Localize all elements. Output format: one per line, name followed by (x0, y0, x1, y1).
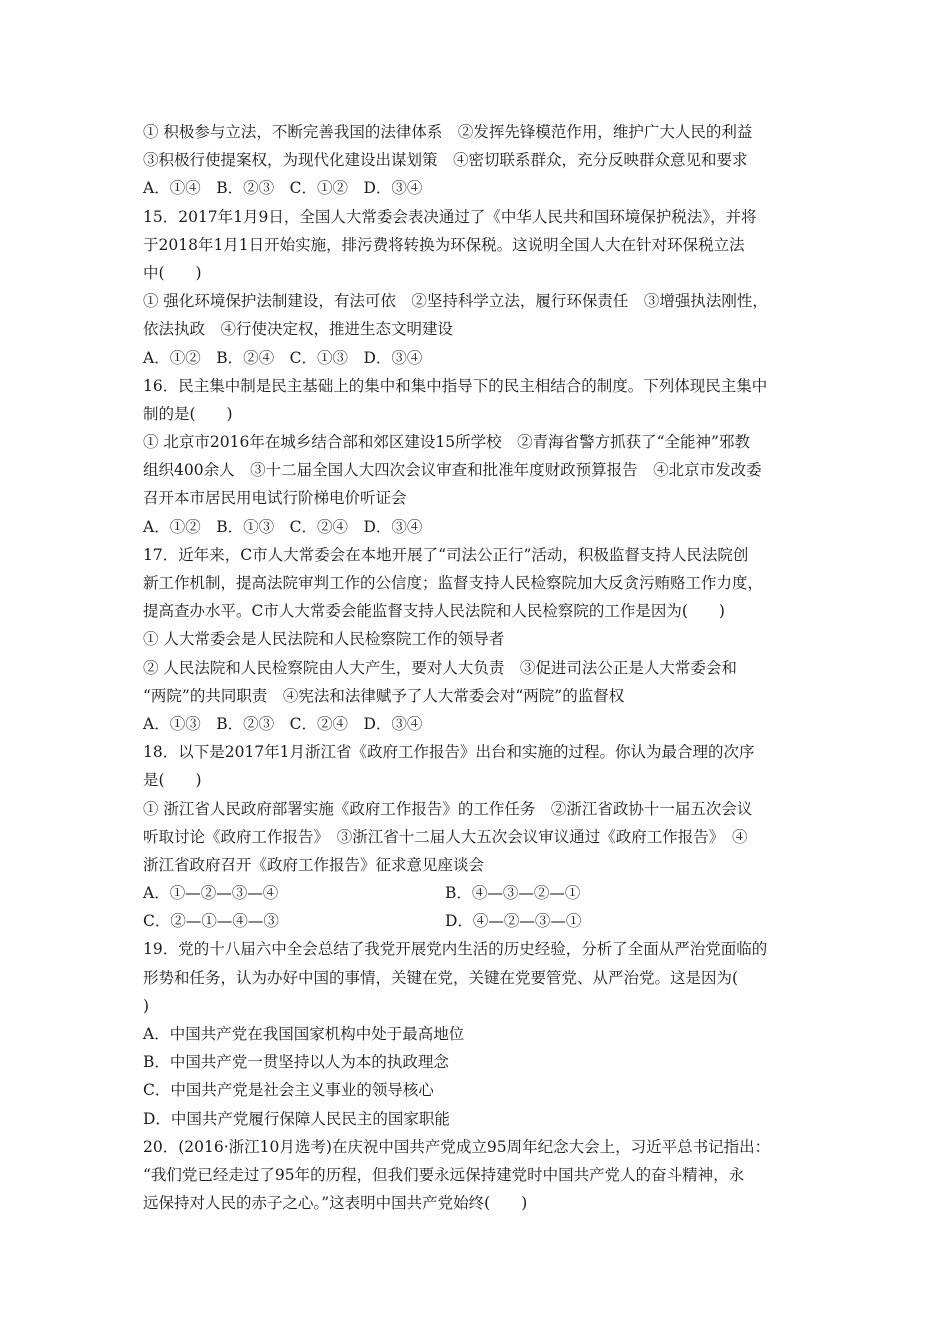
statement-line: 依法执政 ④行使决定权，推进生态文明建设 (143, 320, 454, 339)
question-20 (143, 1133, 823, 1218)
option-d: D．中国共产党履行保障人民民主的国家职能 (143, 1109, 450, 1128)
question-stem: 中( ) (143, 263, 202, 282)
question-stem: 15．2017年1月9日，全国人大常委会表决通过了《中华人民共和国环境保护税法》，并将 (143, 207, 757, 226)
statement-line: ① 积极参与立法，不断完善我国的法律体系 ②发挥先锋模范作用，维护广大人民的利益 (143, 123, 753, 141)
statement-line: 浙江省政府召开《政府工作报告》征求意见座谈会 (143, 855, 485, 874)
answer-options: A．①② B．①③ C．②④ D．③④ (143, 517, 423, 536)
answer-options: A．①③ B．②③ C．②④ D．③④ (143, 714, 423, 733)
question-18 (143, 738, 823, 935)
question-stem: 17．近年来，C市人大常委会在本地开展了“司法公正行”活动，积极监督支持人民法院创 (143, 545, 749, 564)
question-17 (143, 541, 823, 738)
question-stem: 提高查办水平。C市人大常委会能监督支持人民法院和人民检察院的工作是因为( ) (143, 602, 725, 621)
question-stem: 16．民主集中制是民主基础上的集中和集中指导下的民主相结合的制度。下列体现民主集中 (143, 376, 768, 395)
statement-line: ③积极行使提案权，为现代化建设出谋划策 ④密切联系群众，充分反映群众意见和要求 (143, 151, 748, 170)
statement-line: 听取讨论《政府工作报告》 ③浙江省十二届人大五次会议审议通过《政府工作报告》 ④ (143, 827, 748, 846)
statement-line: ① 北京市2016年在城乡结合部和郊区建设15所学校 ②青海省警方抓获了“全能神”邪教 (143, 433, 750, 452)
option-c: C．中国共产党是社会主义事业的领导核心 (143, 1081, 434, 1100)
question-stem: 是( ) (143, 771, 202, 790)
option-d: D．④—②—③—① (445, 912, 582, 931)
document-page (143, 118, 823, 1217)
question-14-continued (143, 118, 823, 203)
question-stem: ) (143, 996, 150, 1015)
answer-options-row (143, 879, 823, 907)
statement-line: ① 人大常委会是人民法院和人民检察院工作的领导者 (143, 630, 505, 649)
question-stem: 新工作机制，提高法院审判工作的公信度；监督支持人民检察院加大反贪污贿赂工作力度， (143, 574, 764, 592)
question-stem: 远保持对人民的赤子之心。”这表明中国共产党始终( ) (143, 1194, 528, 1213)
question-stem: 形势和任务，认为办好中国的事情，关键在党，关键在党要管党、从严治党。这是因为( (143, 968, 739, 987)
question-stem: “我们党已经走过了95年的历程，但我们要永远保持建党时中国共产党人的奋斗精神，永 (143, 1165, 745, 1184)
answer-options: A．①② B．②④ C．①③ D．③④ (143, 348, 423, 367)
answer-options: A．①④ B．②③ C．①② D．③④ (143, 179, 423, 198)
question-stem: 18．以下是2017年1月浙江省《政府工作报告》出台和实施的过程。你认为最合理的次序 (143, 743, 755, 762)
option-a: A．中国共产党在我国国家机构中处于最高地位 (143, 1025, 465, 1043)
answer-options-row (143, 907, 823, 935)
question-stem: 19．党的十八届六中全会总结了我党开展党内生活的历史经验，分析了全面从严治党面临的 (143, 940, 768, 959)
statement-line: ② 人民法院和人民检察院由人大产生，要对人大负责 ③促进司法公正是人大常委会和 (143, 658, 737, 677)
option-b: B．④—③—②—① (445, 884, 581, 903)
option-c: C．②—①—④—③ (143, 912, 279, 931)
question-15 (143, 203, 823, 372)
statement-line: 组织400余人 ③十二届全国人大四次会议审查和批准年度财政预算报告 ④北京市发改委 (143, 461, 762, 480)
question-stem: 制的是( ) (143, 404, 233, 423)
statement-line: 召开本市居民用电试行阶梯电价听证会 (143, 489, 407, 508)
question-stem: 20．(2016·浙江10月选考)在庆祝中国共产党成立95周年纪念大会上，习近平总书记指出： (143, 1137, 771, 1156)
statement-line: “两院”的共同职责 ④宪法和法律赋予了人大常委会对“两院”的监督权 (143, 686, 625, 705)
statement-line: ① 强化环境保护法制建设，有法可依 ②坚持科学立法，履行环保责任 ③增强执法刚性， (143, 292, 768, 311)
statement-line: ① 浙江省人民政府部署实施《政府工作报告》的工作任务 ②浙江省政协十一届五次会议 (143, 799, 753, 818)
question-19 (143, 935, 823, 1132)
question-16 (143, 372, 823, 541)
option-b: B．中国共产党一贯坚持以人为本的执政理念 (143, 1053, 449, 1072)
option-a: A．①—②—③—④ (143, 884, 279, 903)
question-stem: 于2018年1月1日开始实施，排污费将转换为环保税。这说明全国人大在针对环保税立法 (143, 235, 745, 254)
